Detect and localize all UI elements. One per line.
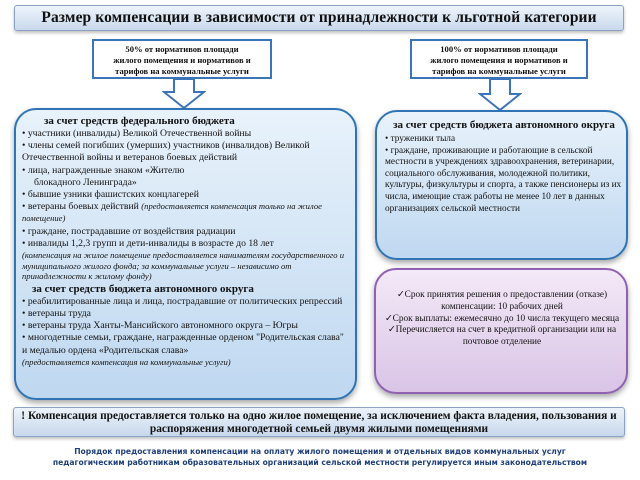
- list-item: • члены семей погибших (умерших) участников (инвалидов) Великой Отечественной войны и ветеранов боевых действий: [22, 140, 310, 164]
- footer-line: Порядок предоставления компенсации на оплату жилого помещения и отдельных видов коммунальных услуг: [74, 447, 566, 456]
- box-line: тарифов на коммунальные услуги: [432, 66, 566, 76]
- list-item: • многодетные семьи, граждане, награжденные орденом "Родительская слава" и медалью ордена «Родительская слава»: [22, 332, 344, 356]
- box-line: тарифов на коммунальные услуги: [115, 66, 249, 76]
- list-item: • бывшие узники фашистских концлагерей: [22, 189, 199, 201]
- info-line: ✓Срок принятия решения о предоставлении (отказе) компенсации: 10 рабочих дней: [396, 290, 608, 312]
- footer-line: педагогическим работникам образовательных организаций сельской местности регулируется иным законодательством: [52, 458, 588, 467]
- list-item: • ветераны труда: [22, 308, 91, 320]
- left-panel-content: [22, 115, 347, 367]
- right-panel-content: [385, 119, 623, 215]
- disabled-note: (компенсация на жилое помещение предоставляется нанимателям государственного и муниципального жилого фонда; за коммунальные услуги – независимо от принадлежности к жилому фонду): [22, 250, 345, 282]
- compensation-100-box: [410, 39, 588, 79]
- bottom-note: ! Компенсация предоставляется только на одно жилое помещение, за исключением факта владения, пользования и распоряжения многодетной семьей двумя жилыми помещениями: [13, 407, 625, 437]
- okrug-note: (предоставляется компенсация на коммунальные услуги): [22, 356, 231, 367]
- list-item: блокадного Ленинграда»: [34, 176, 137, 188]
- list-item: • граждане, пострадавшие от воздействия радиации: [22, 225, 236, 237]
- arrow-down-left-icon: [162, 78, 206, 110]
- purple-panel-content: [379, 290, 625, 349]
- list-item: [22, 201, 347, 225]
- footer: [10, 446, 630, 468]
- info-line: ✓Перечисляется на счет в кредитной организации или на почтовое отделение: [387, 325, 617, 348]
- list-item: • реабилитированные лица и лица, пострадавшие от политических репрессий: [22, 295, 343, 307]
- box-line: 50% от нормативов площади: [125, 44, 239, 54]
- compensation-50-box: [92, 39, 272, 79]
- right-heading: за счет средств бюджета автономного округа: [393, 119, 615, 131]
- page-title: Размер компенсации в зависимости от принадлежности к льготной категории: [14, 5, 624, 31]
- list-item: • участники (инвалиды) Великой Отечественной войны: [22, 128, 252, 139]
- list-item: • ветераны труда Ханты-Мансийского автономного округа – Югры: [22, 320, 298, 332]
- list-item: • труженики тыла: [385, 134, 456, 144]
- list-item: • граждане, проживающие и работающие в сельской местности в учреждениях здравоохранения, ветеринарии, социального обслуживания, молодежной политики, культуры, физкультуры и спорта, а также пенсионеры из их числа, имеющие стаж работы не менее 10 лет в данных организациях сельской местности: [385, 145, 622, 214]
- box-line: жилого помещения и нормативов и: [113, 55, 251, 65]
- federal-heading: за счет средств федерального бюджета: [44, 115, 235, 127]
- okrug-heading: за счет средств бюджета автономного округа: [32, 282, 254, 295]
- info-line: ✓Срок выплаты: ежемесячно до 10 числа текущего месяца: [384, 313, 620, 324]
- arrow-down-right-icon: [478, 78, 522, 112]
- list-item: • инвалиды 1,2,3 групп и дети-инвалиды в возрасте до 18 лет: [22, 237, 274, 249]
- veterans-note: (предоставляется компенсация только на жилое помещение): [22, 201, 322, 224]
- box-line: 100% от нормативов площади: [440, 44, 558, 54]
- box-line: жилого помещения и нормативов и: [430, 55, 568, 65]
- veterans-label: • ветераны боевых действий: [22, 201, 139, 213]
- list-item: • лица, награжденные знаком «Жителю: [22, 164, 185, 176]
